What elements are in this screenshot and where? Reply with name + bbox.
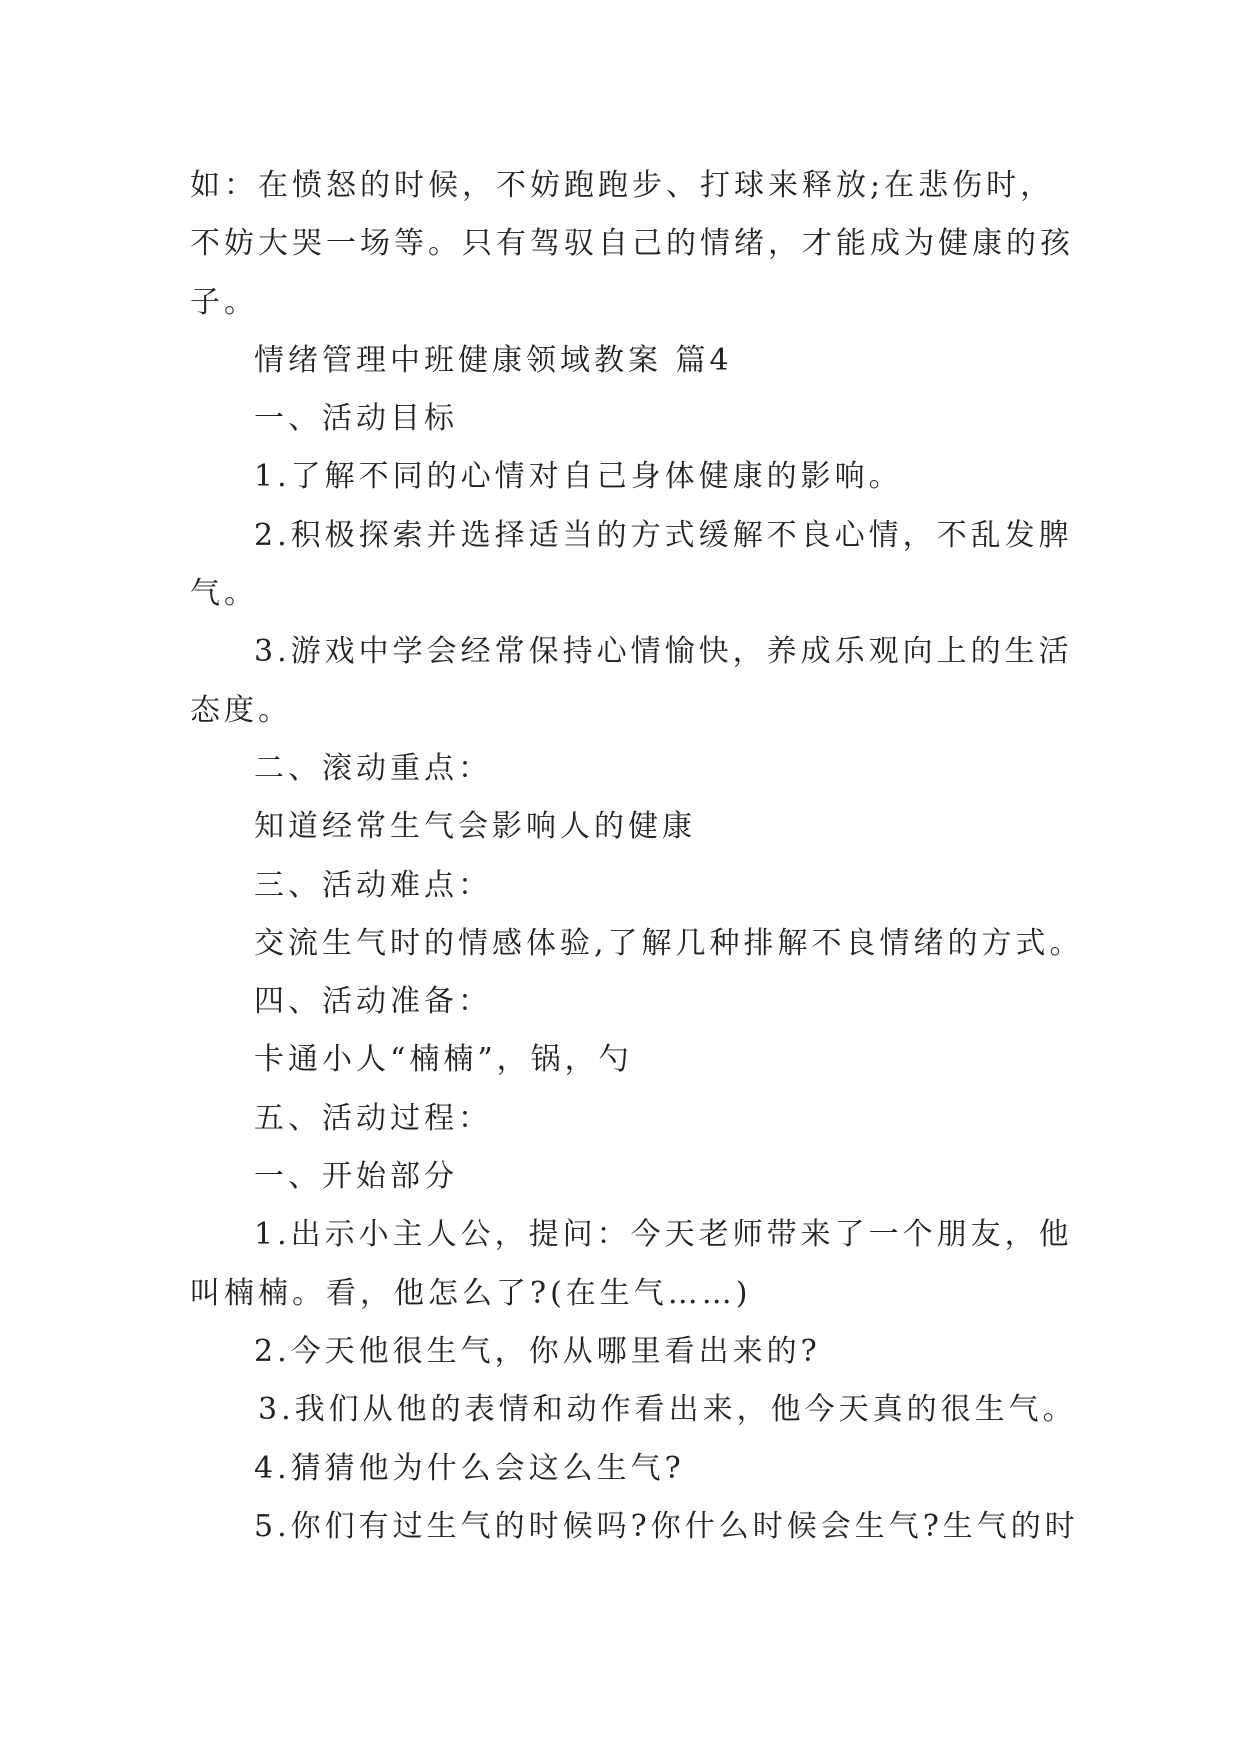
list-item-continuation: 叫楠楠。看，他怎么了?(在生气……)	[190, 1275, 752, 1311]
paragraph-line: 知道经常生气会影响人的健康	[254, 809, 696, 845]
heading-process: 五、活动过程：	[254, 1100, 492, 1136]
list-item: 5.你们有过生气的时候吗?你什么时候会生气?生气的时	[254, 1508, 1079, 1544]
list-item: 2.今天他很生气，你从哪里看出来的?	[254, 1333, 821, 1369]
list-item: 3.游戏中学会经常保持心情愉快，养成乐观向上的生活	[254, 634, 1073, 670]
heading-key-points: 二、滚动重点：	[254, 750, 492, 786]
heading-preparation: 四、活动准备：	[254, 984, 492, 1020]
list-item: 1.出示小主人公，提问：今天老师带来了一个朋友，他	[254, 1217, 1073, 1253]
heading-difficulties: 三、活动难点：	[254, 867, 492, 903]
list-item-continuation: 气。	[190, 576, 258, 612]
heading-activity-goals: 一、活动目标	[254, 401, 458, 437]
document-body	[190, 157, 1084, 1556]
heading-opening-part: 一、开始部分	[254, 1159, 458, 1195]
list-item: 2.积极探索并选择适当的方式缓解不良心情，不乱发脾	[254, 517, 1073, 553]
section-title: 情绪管理中班健康领域教案 篇4	[254, 342, 733, 378]
paragraph-line: 如：在愤怒的时候，不妨跑跑步、打球来释放;在悲伤时，	[190, 168, 1055, 203]
list-item: 3.我们从他的表情和动作看出来，他今天真的很生气。	[258, 1392, 1077, 1428]
paragraph-line: 交流生气时的情感体验,了解几种排解不良情绪的方式。	[254, 925, 1084, 961]
list-item: 1.了解不同的心情对自己身体健康的影响。	[254, 459, 903, 495]
list-item-continuation: 态度。	[190, 692, 292, 728]
paragraph-line: 卡通小人“楠楠”，锅，勺	[254, 1042, 633, 1078]
paragraph-line: 子。	[190, 284, 258, 320]
paragraph-line: 不妨大哭一场等。只有驾驭自己的情绪，才能成为健康的孩	[190, 226, 1074, 262]
list-item: 4.猜猜他为什么会这么生气?	[254, 1450, 685, 1486]
